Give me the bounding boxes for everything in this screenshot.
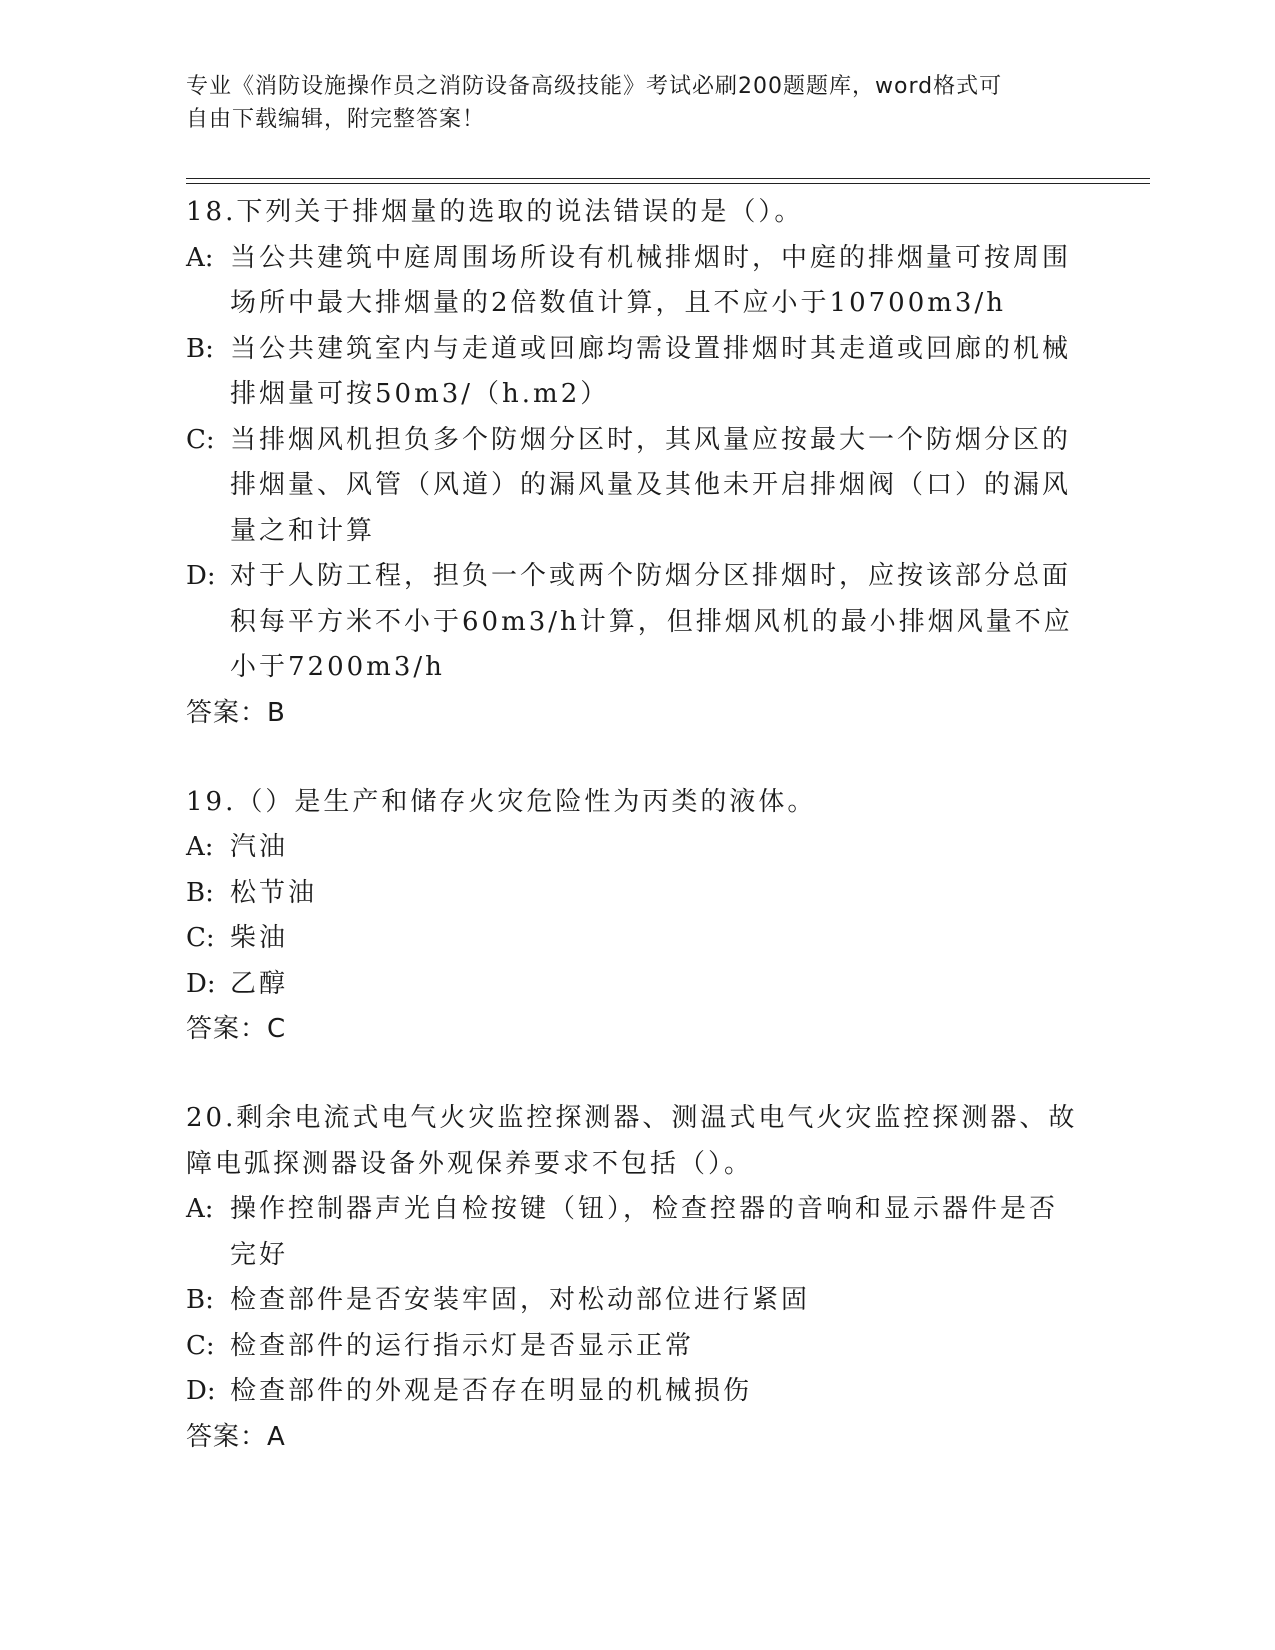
option-a bbox=[186, 825, 1086, 871]
option-a bbox=[186, 1187, 1086, 1278]
question-list bbox=[186, 190, 1086, 1460]
option-letter: D: bbox=[186, 561, 216, 591]
question-20 bbox=[186, 1096, 1086, 1460]
option-c bbox=[186, 916, 1086, 962]
option-text: 对于人防工程，担负一个或两个防烟分区排烟时，应按该部分总面积每平方米不小于60m3/h计算，但排烟风机的最小排烟风量不应小于7200m3/h bbox=[230, 561, 1073, 682]
option-text: 当排烟风机担负多个防烟分区时，其风量应按最大一个防烟分区的排烟量、风管（风道）的漏风量及其他未开启排烟阀（口）的漏风量之和计算 bbox=[230, 424, 1072, 546]
answer-line: 答案：A bbox=[186, 1421, 286, 1452]
option-letter: B: bbox=[186, 1285, 214, 1315]
header-divider-top bbox=[186, 178, 1150, 179]
question-18 bbox=[186, 190, 1086, 736]
question-stem: 20.剩余电流式电气火灾监控探测器、测温式电气火灾监控探测器、故障电弧探测器设备外观保养要求不包括（）。 bbox=[186, 1103, 1078, 1179]
option-text: 检查部件的外观是否存在明显的机械损伤 bbox=[230, 1376, 753, 1406]
option-d bbox=[186, 554, 1086, 691]
option-text: 乙醇 bbox=[230, 968, 289, 999]
option-letter: C: bbox=[186, 424, 215, 455]
question-19 bbox=[186, 780, 1086, 1053]
option-text: 汽油 bbox=[230, 832, 289, 862]
header-title-line-1: 专业《消防设施操作员之消防设备高级技能》考试必刷200题题库，word格式可 bbox=[186, 74, 1003, 99]
option-letter: A: bbox=[186, 1194, 214, 1224]
option-text: 柴油 bbox=[230, 923, 289, 953]
question-stem: 19.（）是生产和储存火灾危险性为丙类的液体。 bbox=[186, 786, 817, 817]
option-letter: D: bbox=[186, 968, 216, 999]
answer-line: 答案：B bbox=[186, 697, 286, 728]
option-text: 松节油 bbox=[230, 877, 318, 908]
option-letter: D: bbox=[186, 1376, 216, 1406]
option-letter: A: bbox=[186, 242, 214, 273]
document-header bbox=[186, 70, 1066, 136]
option-d bbox=[186, 962, 1086, 1008]
option-c bbox=[186, 418, 1086, 555]
option-letter: B: bbox=[186, 333, 214, 364]
option-a bbox=[186, 236, 1086, 327]
option-b bbox=[186, 327, 1086, 418]
option-text: 当公共建筑中庭周围场所设有机械排烟时，中庭的排烟量可按周围场所中最大排烟量的2倍数值计算，且不应小于10700m3/h bbox=[230, 242, 1072, 318]
option-text: 操作控制器声光自检按键（钮），检查控器的音响和显示器件是否完好 bbox=[230, 1194, 1059, 1270]
option-c bbox=[186, 1324, 1086, 1370]
question-stem: 18.下列关于排烟量的选取的说法错误的是（）。 bbox=[186, 197, 804, 227]
option-b bbox=[186, 1278, 1086, 1324]
option-text: 检查部件的运行指示灯是否显示正常 bbox=[230, 1330, 695, 1361]
option-b bbox=[186, 871, 1086, 917]
option-text: 检查部件是否安装牢固，对松动部位进行紧固 bbox=[230, 1285, 811, 1315]
option-letter: B: bbox=[186, 877, 214, 908]
option-letter: C: bbox=[186, 1330, 215, 1361]
option-text: 当公共建筑室内与走道或回廊均需设置排烟时其走道或回廊的机械排烟量可按50m3/（h.m2） bbox=[230, 333, 1072, 409]
option-letter: C: bbox=[186, 923, 215, 953]
header-title-line-2: 自由下载编辑，附完整答案！ bbox=[186, 107, 486, 132]
option-letter: A: bbox=[186, 832, 214, 862]
answer-line: 答案：C bbox=[186, 1014, 287, 1044]
header-divider-bottom bbox=[186, 183, 1150, 184]
option-d bbox=[186, 1369, 1086, 1415]
